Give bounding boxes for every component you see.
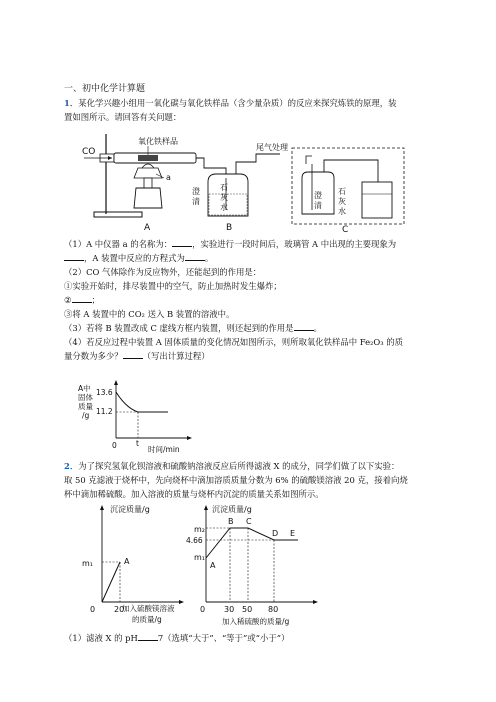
mass-curve: [116, 392, 168, 412]
q1-intro-line2: 置如图所示。请回答有关问题：: [64, 112, 182, 122]
ylabel: 沉淀质量/g: [110, 505, 150, 514]
stand-base: [94, 212, 142, 217]
ylabel-3: 质量: [78, 402, 93, 411]
q1-part4-line2: 量分数为多少？ （写出计算过程）: [64, 351, 210, 361]
q2-number: 2．: [64, 461, 79, 471]
x-tick-80: 80: [268, 605, 279, 614]
point-a: A: [210, 561, 216, 570]
q1-part2-item2: ② ；: [64, 295, 100, 305]
tail-gas-label: 尾气处理: [256, 143, 288, 152]
xlabel: 加入稀硫酸的质量/g: [222, 617, 290, 626]
answer-blank[interactable]: [294, 322, 314, 331]
xlabel-1: 加入硫酸镁溶液: [122, 604, 175, 613]
beaker-c: [362, 182, 392, 218]
origin-label: 0: [112, 441, 117, 450]
ylabel: 沉淀质量/g: [212, 505, 252, 514]
clear-c-2: 清: [314, 201, 322, 210]
net-cover: [134, 168, 162, 178]
sulfuric-acid-graph: [186, 502, 336, 628]
q1-part3: （3）若将 B 装置改成 C 虚线方框内装置，则还起到的作用是 。: [64, 323, 322, 333]
label-b: B: [226, 223, 233, 233]
limewater-b-3: 水: [220, 203, 228, 212]
ylabel-2: 固体: [78, 393, 93, 402]
limewater-b-2: 灰: [220, 193, 228, 202]
q2-intro-line3: 杯中滴加稀硫酸。加入溶液的质量与烧杯内沉淀的质量关系如图所示。: [64, 489, 324, 499]
m1-label: m₁: [82, 559, 93, 568]
section-title: 一、初中化学计算题: [64, 84, 146, 94]
apparatus-figure: [80, 128, 410, 235]
lamp-neck: [144, 178, 152, 188]
answer-blank[interactable]: [138, 632, 158, 641]
limewater-b-1: 石: [220, 183, 228, 192]
iron-oxide-sample: [138, 155, 158, 161]
alcohol-lamp: [134, 188, 162, 208]
co-label: CO: [82, 147, 96, 157]
x-tick-0: 0: [200, 605, 206, 614]
point-d: D: [272, 529, 279, 538]
limewater-c-2: 灰: [338, 197, 346, 206]
answer-blank[interactable]: [185, 252, 205, 261]
ylabel-4: /g: [82, 411, 90, 420]
bottle-b: [208, 174, 248, 216]
ylabel-1: A中: [78, 384, 91, 393]
x0-label: 0: [90, 605, 96, 614]
x20-label: 20: [114, 605, 125, 614]
q1-part1-line1: （1）A 中仪器 a 的名称为： ，实验进行一段时间后，玻璃管 A 中出现的主要现象为: [64, 239, 397, 249]
q1-number: 1．: [64, 98, 79, 108]
q1-part2-item1: ①实验开始时，排尽装置中的空气，防止加热时发生爆炸；: [64, 281, 282, 291]
value-466: 4.66: [186, 536, 203, 545]
limewater-c-3: 水: [338, 207, 346, 216]
label-c: C: [342, 225, 349, 235]
point-b: B: [228, 517, 234, 526]
label-a: A: [144, 223, 151, 233]
answer-blank[interactable]: [123, 350, 143, 359]
q1-part2: （2）CO 气体除作为反应物外，还能起到的作用是：: [64, 267, 262, 277]
tick-136: 13.6: [96, 388, 113, 397]
tick-112: 11.2: [96, 407, 113, 416]
x-tick-50: 50: [242, 605, 253, 614]
q1-part4-line1: （4）若反应过程中装置 A 固体质量的变化情况如图所示，则所取氧化铁样品中 Fe₂O₃ 的质: [64, 337, 404, 347]
precipitate-line: [102, 562, 120, 602]
answer-blank[interactable]: [64, 252, 84, 261]
a-mark: a: [166, 173, 171, 182]
x-tick-30: 30: [224, 605, 235, 614]
answer-blank[interactable]: [72, 294, 92, 303]
q2-intro-line1: 2．为了探究氢氧化钡溶液和硫酸钠溶液反应后所得滤液 X 的成分，同学们做了以下实验：: [64, 461, 400, 471]
t-label: t: [136, 439, 139, 448]
m1-label: m₁: [194, 553, 205, 562]
solid-mass-graph: [76, 378, 216, 454]
point-c: C: [246, 517, 252, 526]
clear-b-2: 清: [192, 197, 200, 206]
precipitate-curve: [206, 528, 298, 558]
clear-c-1: 澄: [314, 191, 322, 200]
xlabel-2: 的质量/g: [132, 615, 162, 624]
q2-intro-line2: 取 50 克滤液于烧杯中，先向烧杯中滴加溶质质量分数为 6% 的硫酸镁溶液 20 克，接着向烧: [64, 475, 408, 485]
sample-label: 氧化铁样品: [138, 137, 178, 146]
point-a: A: [124, 557, 130, 566]
limewater-c-1: 石: [338, 187, 346, 196]
q2-part1: （1）滤液 X 的 pH 7（选填“大于”、“等于”或“小于”）: [64, 633, 290, 643]
flame: [142, 164, 154, 168]
m2-label: m₂: [194, 525, 205, 534]
magnesium-sulfate-graph: [80, 502, 190, 628]
outlet-tube-b: [236, 154, 280, 174]
xlabel: 时间/min: [148, 445, 180, 454]
clear-b-1: 澄: [192, 187, 200, 196]
answer-blank[interactable]: [172, 238, 192, 247]
q1-part2-item3: ③将 A 装置中的 CO₂ 送入 B 装置的溶液中。: [64, 309, 235, 319]
q1-intro-line1: 1．某化学兴趣小组用一氧化碳与氧化铁样品（含少量杂质）的反应来探究炼铁的原理，装: [64, 98, 397, 108]
point-e: E: [290, 529, 296, 538]
q1-part1-line2: ，A 装置中反应的方程式为 。: [64, 252, 213, 264]
